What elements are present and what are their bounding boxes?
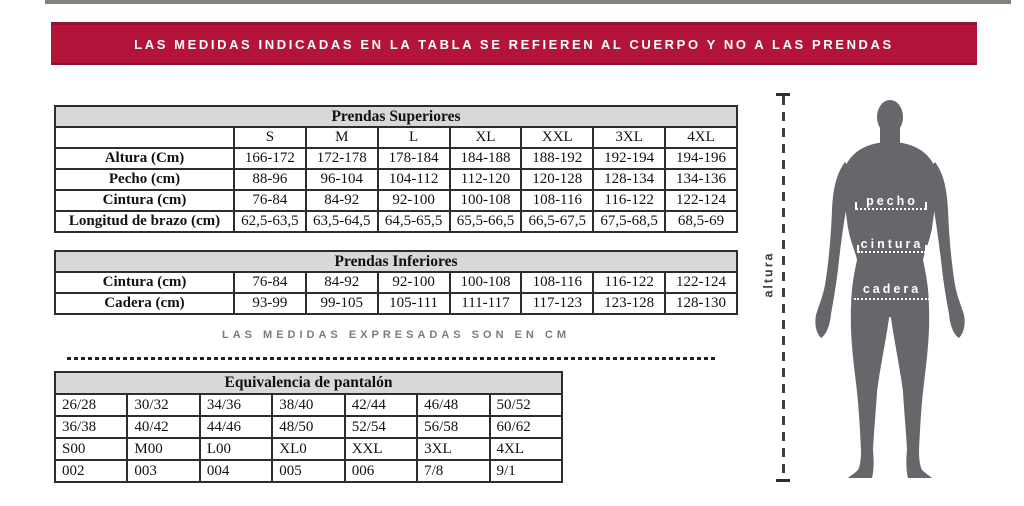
altura-line-bottom-cap xyxy=(776,479,790,482)
disclaimer-text: LAS MEDIDAS INDICADAS EN LA TABLA SE REFIEREN AL CUERPO Y NO A LAS PRENDAS xyxy=(134,36,894,52)
cell: 65,5-66,5 xyxy=(450,211,522,232)
cell: 117-123 xyxy=(521,293,593,314)
table-row xyxy=(55,293,737,314)
disclaimer-banner xyxy=(51,22,977,65)
cell: 108-116 xyxy=(521,272,593,293)
cell: 84-92 xyxy=(306,190,378,211)
cell: 84-92 xyxy=(306,272,378,293)
row-label: Pecho (cm) xyxy=(55,169,234,190)
cell: 128-130 xyxy=(665,293,737,314)
size-header: L xyxy=(378,127,450,148)
cell: 56/58 xyxy=(417,416,489,438)
cell: 40/42 xyxy=(127,416,199,438)
cell: XL0 xyxy=(272,438,344,460)
cell: 92-100 xyxy=(378,272,450,293)
size-header: 4XL xyxy=(665,127,737,148)
cell: 172-178 xyxy=(306,148,378,169)
table-row xyxy=(55,394,562,416)
table-row xyxy=(55,169,737,190)
cell: 52/54 xyxy=(345,416,417,438)
cell: 88-96 xyxy=(234,169,306,190)
pants-equivalence-table xyxy=(54,371,563,483)
cell: 192-194 xyxy=(593,148,665,169)
cadera-label: cadera xyxy=(862,282,922,296)
cell: 122-124 xyxy=(665,190,737,211)
upper-table-title: Prendas Superiores xyxy=(55,106,737,127)
cintura-label: cintura xyxy=(860,237,924,251)
cell: 38/40 xyxy=(272,394,344,416)
pecho-dotted-line xyxy=(856,208,926,210)
cintura-dotted-line xyxy=(858,251,926,253)
cadera-dotted-line xyxy=(854,298,930,300)
cell: 9/1 xyxy=(490,460,562,482)
altura-label: altura xyxy=(761,251,776,298)
cell: 67,5-68,5 xyxy=(593,211,665,232)
cell: 62,5-63,5 xyxy=(234,211,306,232)
row-label: Cadera (cm) xyxy=(55,293,234,314)
table-row xyxy=(55,460,562,482)
top-edge-strip xyxy=(45,0,1011,4)
units-note: LAS MEDIDAS EXPRESADAS SON EN CM xyxy=(221,329,571,341)
cell: 105-111 xyxy=(378,293,450,314)
cell: 46/48 xyxy=(417,394,489,416)
cell: 104-112 xyxy=(378,169,450,190)
cell: 166-172 xyxy=(234,148,306,169)
cell: 122-124 xyxy=(665,272,737,293)
altura-dashed-line xyxy=(782,96,785,480)
size-header: M xyxy=(306,127,378,148)
cell: 34/36 xyxy=(200,394,272,416)
size-header: XL xyxy=(450,127,522,148)
cell: 30/32 xyxy=(127,394,199,416)
cell: 66,5-67,5 xyxy=(521,211,593,232)
upper-garments-table xyxy=(54,105,738,233)
cell: 005 xyxy=(272,460,344,482)
table-row xyxy=(55,372,562,394)
table-row xyxy=(55,438,562,460)
row-label: Cintura (cm) xyxy=(55,190,234,211)
cell: 7/8 xyxy=(417,460,489,482)
size-header: S xyxy=(234,127,306,148)
cell: 68,5-69 xyxy=(665,211,737,232)
pecho-label: pecho xyxy=(866,194,918,208)
cell: 128-134 xyxy=(593,169,665,190)
cell: 006 xyxy=(345,460,417,482)
cell: 99-105 xyxy=(306,293,378,314)
cell: 003 xyxy=(127,460,199,482)
table-row xyxy=(55,190,737,211)
cell: 194-196 xyxy=(665,148,737,169)
cell: 36/38 xyxy=(55,416,127,438)
row-label: Altura (Cm) xyxy=(55,148,234,169)
cell: 100-108 xyxy=(450,272,522,293)
cell: 48/50 xyxy=(272,416,344,438)
cell: 188-192 xyxy=(521,148,593,169)
cell: 184-188 xyxy=(450,148,522,169)
cell: XXL xyxy=(345,438,417,460)
cell: 64,5-65,5 xyxy=(378,211,450,232)
cell: 3XL xyxy=(417,438,489,460)
cell: 111-117 xyxy=(450,293,522,314)
size-header: 3XL xyxy=(593,127,665,148)
cell: 002 xyxy=(55,460,127,482)
pants-table-title: Equivalencia de pantalón xyxy=(55,372,562,394)
cell: 123-128 xyxy=(593,293,665,314)
table-row xyxy=(55,272,737,293)
cell: 92-100 xyxy=(378,190,450,211)
cell: 50/52 xyxy=(490,394,562,416)
cell: 004 xyxy=(200,460,272,482)
lower-table-title: Prendas Inferiores xyxy=(55,251,737,272)
cell: M00 xyxy=(127,438,199,460)
cell: 44/46 xyxy=(200,416,272,438)
row-label: Cintura (cm) xyxy=(55,272,234,293)
cell: 116-122 xyxy=(593,190,665,211)
row-label: Longitud de brazo (cm) xyxy=(55,211,234,232)
table-row xyxy=(55,251,737,272)
table-row xyxy=(55,211,737,232)
corner-empty-cell xyxy=(55,127,234,148)
cell: 76-84 xyxy=(234,190,306,211)
cell: 120-128 xyxy=(521,169,593,190)
cell: 96-104 xyxy=(306,169,378,190)
size-header-row xyxy=(55,127,737,148)
cell: 4XL xyxy=(490,438,562,460)
cell: L00 xyxy=(200,438,272,460)
lower-garments-table xyxy=(54,250,738,315)
cell: 100-108 xyxy=(450,190,522,211)
cell: 178-184 xyxy=(378,148,450,169)
size-header: XXL xyxy=(521,127,593,148)
table-row xyxy=(55,148,737,169)
dashed-divider xyxy=(67,357,718,360)
cell: 108-116 xyxy=(521,190,593,211)
cell: 60/62 xyxy=(490,416,562,438)
cell: S00 xyxy=(55,438,127,460)
cell: 63,5-64,5 xyxy=(306,211,378,232)
cell: 93-99 xyxy=(234,293,306,314)
cell: 134-136 xyxy=(665,169,737,190)
cell: 112-120 xyxy=(450,169,522,190)
table-row xyxy=(55,416,562,438)
cell: 116-122 xyxy=(593,272,665,293)
cell: 42/44 xyxy=(345,394,417,416)
cell: 26/28 xyxy=(55,394,127,416)
cell: 76-84 xyxy=(234,272,306,293)
table-row xyxy=(55,106,737,127)
